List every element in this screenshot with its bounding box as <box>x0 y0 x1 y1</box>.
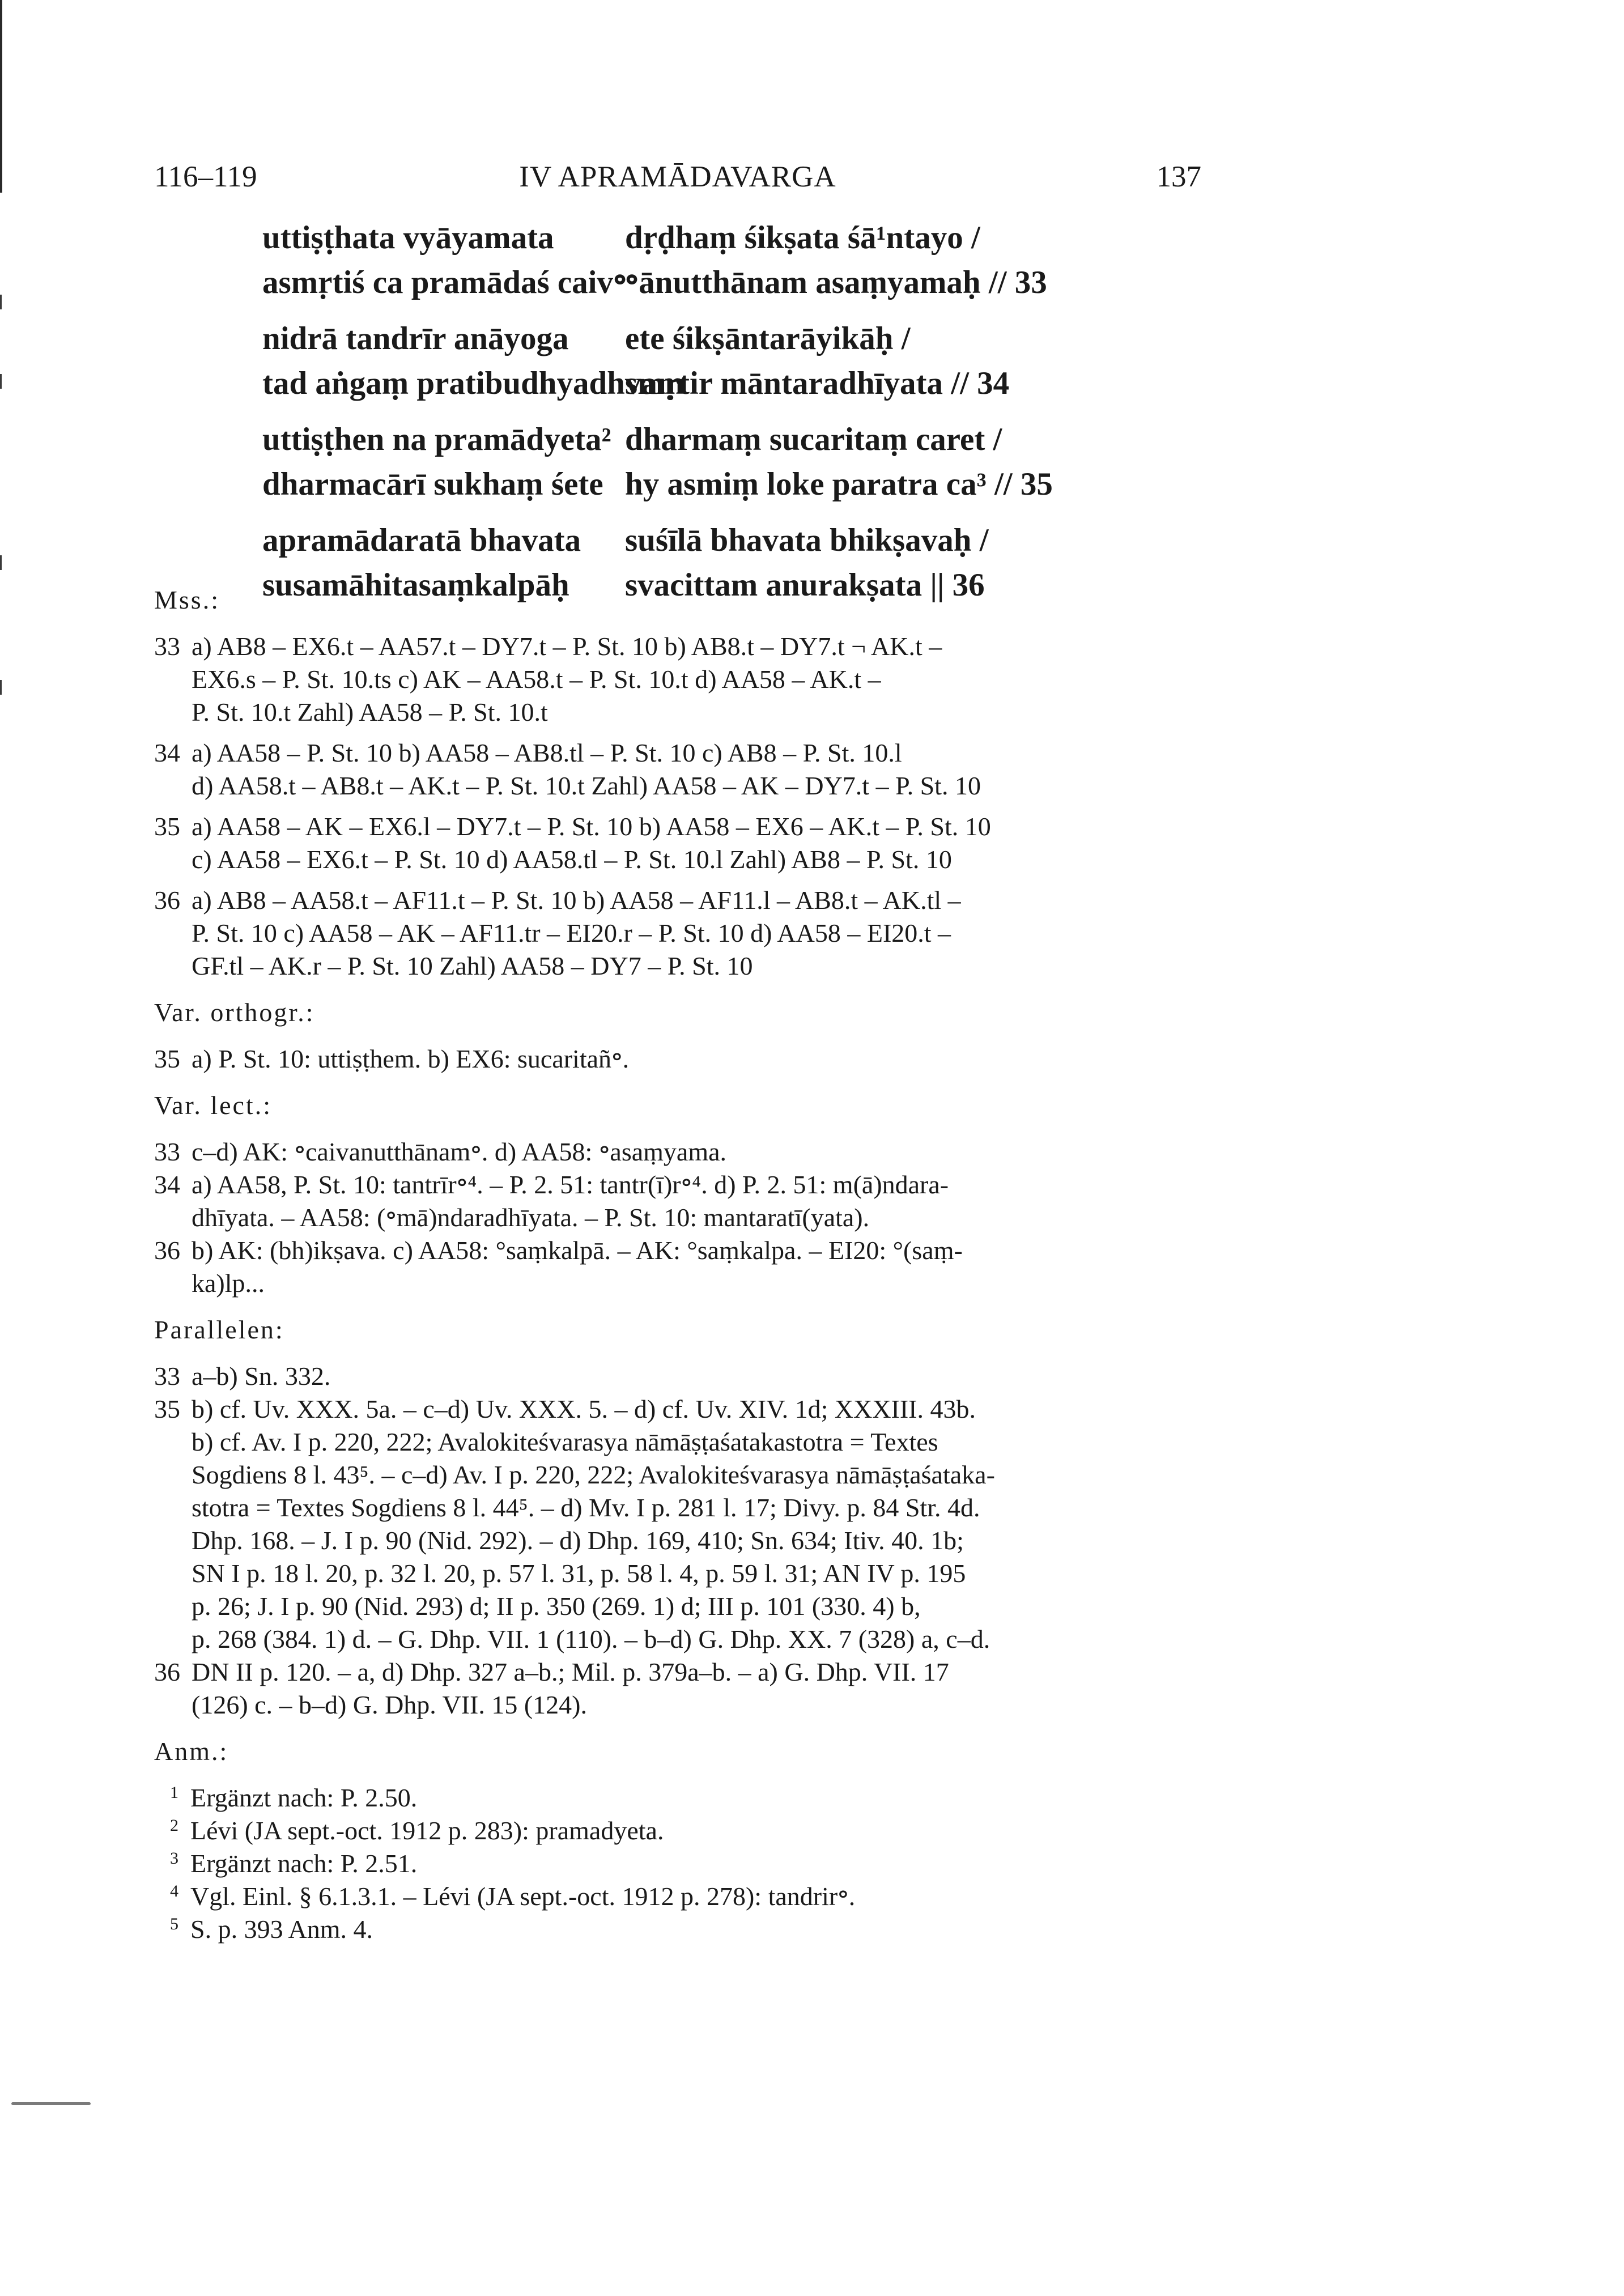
entry-line: GF.tl – AK.r – P. St. 10 Zahl) AA58 – DY7 – P. St. 10 <box>192 951 753 980</box>
pada-b: hy asmiṃ loke paratra ca³ // 35 <box>625 466 1053 502</box>
var-orthogr-entry <box>154 1043 1197 1075</box>
entry-line: (126) c. – b–d) G. Dhp. VII. 15 (124). <box>192 1690 587 1719</box>
footnote-marker: 3 <box>170 1849 178 1868</box>
entry-number: 35 <box>154 812 180 841</box>
scan-edge-mark <box>0 295 2 309</box>
parallel-entry <box>154 1360 1197 1393</box>
entry-line: a) P. St. 10: uttiṣṭhem. b) EX6: sucaritañ॰. <box>192 1044 630 1073</box>
pada-b: svacittam anurakṣata || 36 <box>625 567 985 603</box>
verse-line <box>262 518 1053 563</box>
scan-smudge <box>11 2102 91 2105</box>
entry-line: SN I p. 18 l. 20, p. 32 l. 20, p. 57 l. 31, p. 58 l. 4, p. 59 l. 31; AN IV p. 195 <box>192 1559 966 1588</box>
var-lect-entry <box>154 1234 1197 1300</box>
pada-a: nidrā tandrīr anāyoga <box>262 321 569 356</box>
footnote-marker: 4 <box>170 1882 178 1900</box>
verse-line <box>262 417 1053 462</box>
pada-b: ॰ānutthānam asaṃyamaḥ // 33 <box>625 265 1047 300</box>
entry-line: c) AA58 – EX6.t – P. St. 10 d) AA58.tl – P. St. 10.l Zahl) AB8 – P. St. 10 <box>192 845 952 874</box>
stanza <box>262 215 1053 305</box>
stanza <box>262 417 1053 507</box>
entry-number: 34 <box>154 738 180 767</box>
verse-line <box>262 316 1053 361</box>
entry-line: p. 268 (384. 1) d. – G. Dhp. VII. 1 (110). – b–d) G. Dhp. XX. 7 (328) a, c–d. <box>192 1625 990 1653</box>
footnote-text: Ergänzt nach: P. 2.50. <box>190 1783 418 1812</box>
entry-number: 35 <box>154 1394 180 1423</box>
entry-line: b) AK: (bh)ikṣava. c) AA58: °saṃkalpā. – AK: °saṃkalpa. – EI20: °(saṃ- <box>192 1236 963 1265</box>
pada-a: asmṛtiś ca pramādaś caiv॰ <box>262 265 627 300</box>
mss-entry <box>154 737 1197 802</box>
parallel-entry <box>154 1393 1197 1656</box>
pada-a: susamāhitasaṃkalpāḥ <box>262 567 569 603</box>
entry-number: 33 <box>154 1362 180 1391</box>
scan-edge-mark <box>0 680 2 695</box>
entry-line: a) AB8 – EX6.t – AA57.t – DY7.t – P. St. 10 b) AB8.t – DY7.t ¬ AK.t – <box>192 632 942 661</box>
entry-line: p. 26; J. I p. 90 (Nid. 293) d; II p. 350 (269. 1) d; III p. 101 (330. 4) b, <box>192 1592 921 1621</box>
footnote <box>170 1847 1197 1880</box>
pada-a: uttiṣṭhen na pramādyeta² <box>262 422 611 457</box>
entry-line: stotra = Textes Sogdiens 8 l. 44⁵. – d) Mv. I p. 281 l. 17; Divy. p. 84 Str. 4d. <box>192 1493 980 1522</box>
entry-number: 36 <box>154 1236 180 1265</box>
stanza <box>262 316 1053 406</box>
entry-line: DN II p. 120. – a, d) Dhp. 327 a–b.; Mil. p. 379a–b. – a) G. Dhp. VII. 17 <box>192 1657 949 1686</box>
entry-number: 33 <box>154 1137 180 1166</box>
var-lect-heading: Var. lect.: <box>154 1091 272 1120</box>
entry-line: a) AA58, P. St. 10: tantrīr॰⁴. – P. 2. 51: tantr(ī)r॰⁴. d) P. 2. 51: m(ā)ndara- <box>192 1170 949 1199</box>
entry-number: 36 <box>154 886 180 915</box>
scan-edge-mark <box>0 555 2 570</box>
entry-line: d) AA58.t – AB8.t – AK.t – P. St. 10.t Zahl) AA58 – AK – DY7.t – P. St. 10 <box>192 771 981 800</box>
footnote-marker: 2 <box>170 1816 178 1835</box>
entry-line: P. St. 10 c) AA58 – AK – AF11.tr – EI20.r – P. St. 10 d) AA58 – EI20.t – <box>192 919 951 947</box>
verse-range: 116–119 <box>154 160 257 193</box>
pada-a: uttiṣṭhata vyāyamata <box>262 220 554 256</box>
verse-line <box>262 215 1053 260</box>
entry-line: a) AA58 – AK – EX6.l – DY7.t – P. St. 10 b) AA58 – EX6 – AK.t – P. St. 10 <box>192 812 991 841</box>
verse-block <box>262 215 1053 619</box>
chapter-title: IV APRAMĀDAVARGA <box>519 160 836 193</box>
entry-line: a) AB8 – AA58.t – AF11.t – P. St. 10 b) AA58 – AF11.l – AB8.t – AK.tl – <box>192 886 961 915</box>
entry-number: 33 <box>154 632 180 661</box>
verse-line <box>262 361 1053 406</box>
entry-number: 34 <box>154 1170 180 1199</box>
pada-b: dṛḍhaṃ śikṣata śā¹ntayo / <box>625 220 980 256</box>
var-lect-entry <box>154 1168 1197 1234</box>
var-lect-entry <box>154 1136 1197 1168</box>
entry-line: c–d) AK: ॰caivanutthānam॰. d) AA58: ॰asaṃyama. <box>192 1137 727 1166</box>
pada-b: ete śikṣāntarāyikāḥ / <box>625 321 911 356</box>
pada-a: dharmacārī sukhaṃ śete <box>262 466 603 502</box>
var-orthogr-heading: Var. orthogr.: <box>154 998 315 1027</box>
mss-heading: Mss.: <box>154 585 220 614</box>
footnote <box>170 1913 1197 1946</box>
verse-line <box>262 260 1053 305</box>
page-header <box>154 160 1201 199</box>
entry-line: b) cf. Av. I p. 220, 222; Avalokiteśvarasya nāmāṣṭaśatakastotra = Textes <box>192 1427 938 1456</box>
footnotes <box>170 1781 1197 1946</box>
footnote-marker: 5 <box>170 1915 178 1933</box>
entry-line: EX6.s – P. St. 10.ts c) AK – AA58.t – P. St. 10.t d) AA58 – AK.t – <box>192 665 881 694</box>
pada-b: smṛtir māntaradhīyata // 34 <box>625 365 1010 401</box>
parallel-entry <box>154 1656 1197 1721</box>
entry-line: P. St. 10.t Zahl) AA58 – P. St. 10.t <box>192 698 548 726</box>
mss-entry <box>154 810 1197 876</box>
pada-a: apramādaratā bhavata <box>262 522 581 558</box>
footnote-text: S. p. 393 Anm. 4. <box>190 1915 373 1944</box>
mss-entry <box>154 884 1197 983</box>
entry-line: a–b) Sn. 332. <box>192 1362 331 1391</box>
entry-line: Sogdiens 8 l. 43⁵. – c–d) Av. I p. 220, 222; Avalokiteśvarasya nāmāṣṭaśataka- <box>192 1460 995 1489</box>
footnote-text: Ergänzt nach: P. 2.51. <box>190 1849 418 1878</box>
entry-line: b) cf. Uv. XXX. 5a. – c–d) Uv. XXX. 5. – d) cf. Uv. XIV. 1d; XXXIII. 43b. <box>192 1394 976 1423</box>
scan-edge-mark <box>0 374 2 389</box>
page-number: 137 <box>1156 160 1201 193</box>
footnote-text: Vgl. Einl. § 6.1.3.1. – Lévi (JA sept.-oct. 1912 p. 278): tandrir॰. <box>190 1882 856 1911</box>
verse-line <box>262 462 1053 507</box>
anm-heading: Anm.: <box>154 1737 229 1766</box>
pada-b: suśīlā bhavata bhikṣavaḥ / <box>625 522 989 558</box>
scan-edge-mark <box>0 0 2 193</box>
entry-line: Dhp. 168. – J. I p. 90 (Nid. 292). – d) Dhp. 169, 410; Sn. 634; Itiv. 40. 1b; <box>192 1526 964 1555</box>
footnote <box>170 1814 1197 1847</box>
footnote <box>170 1880 1197 1913</box>
footnote-text: Lévi (JA sept.-oct. 1912 p. 283): pramadyeta. <box>190 1816 664 1845</box>
entry-number: 36 <box>154 1657 180 1686</box>
pada-a: tad aṅgaṃ pratibudhyadhvaṃ <box>262 365 685 401</box>
footnote-marker: 1 <box>170 1783 178 1802</box>
entry-line: ka)lp... <box>192 1269 265 1298</box>
footnote <box>170 1781 1197 1814</box>
entry-number: 35 <box>154 1044 180 1073</box>
entry-line: dhīyata. – AA58: (॰mā)ndaradhīyata. – P. St. 10: mantaratī(yata). <box>192 1203 870 1232</box>
critical-apparatus <box>154 584 1197 1946</box>
pada-b: dharmaṃ sucaritaṃ caret / <box>625 422 1002 457</box>
parallelen-heading: Parallelen: <box>154 1315 284 1344</box>
mss-entry <box>154 630 1197 729</box>
entry-line: a) AA58 – P. St. 10 b) AA58 – AB8.tl – P. St. 10 c) AB8 – P. St. 10.l <box>192 738 902 767</box>
